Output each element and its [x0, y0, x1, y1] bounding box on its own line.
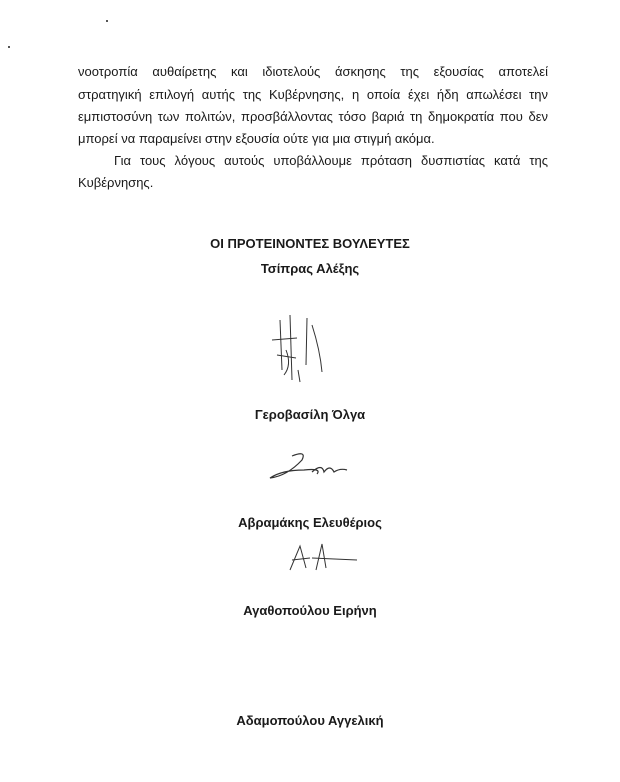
signature-image	[262, 448, 352, 488]
signatory-name: Τσίπρας Αλέξης	[260, 261, 360, 276]
scan-speck	[8, 46, 10, 48]
signature-image	[262, 310, 332, 390]
signatory-name: Γεροβασίλη Όλγα	[254, 407, 366, 422]
signatories-heading: ΟΙ ΠΡΟΤΕΙΝΟΝΤΕΣ ΒΟΥΛΕΥΤΕΣ	[210, 236, 410, 251]
paragraph-line: μπορεί να παραμείνει στην εξουσία ούτε για μια στιγμή ακόμα.	[78, 131, 435, 146]
signatory-name: Αγαθοπούλου Ειρήνη	[243, 603, 377, 618]
paragraph-line: στρατηγική επιλογή αυτής της Κυβέρνησης, η οποία έχει ήδη απωλέσει την	[78, 87, 548, 102]
paragraph-line: νοοτροπία αυθαίρετης και ιδιοτελούς άσκησης της εξουσίας αποτελεί	[78, 64, 548, 79]
paragraph-line: Για τους λόγους αυτούς υποβάλλουμε πρόταση δυσπιστίας κατά της	[114, 153, 548, 168]
scan-speck	[106, 20, 108, 22]
paragraph-line: Κυβέρνησης.	[78, 175, 154, 190]
signature-image	[282, 538, 362, 578]
paragraph-line: εμπιστοσύνη των πολιτών, προσβάλλοντας τόσο βαριά τη δημοκρατία που δεν	[78, 109, 548, 124]
signatory-name: Αβραμάκης Ελευθέριος	[238, 515, 382, 530]
signatory-name: Αδαμοπούλου Αγγελική	[236, 713, 384, 728]
